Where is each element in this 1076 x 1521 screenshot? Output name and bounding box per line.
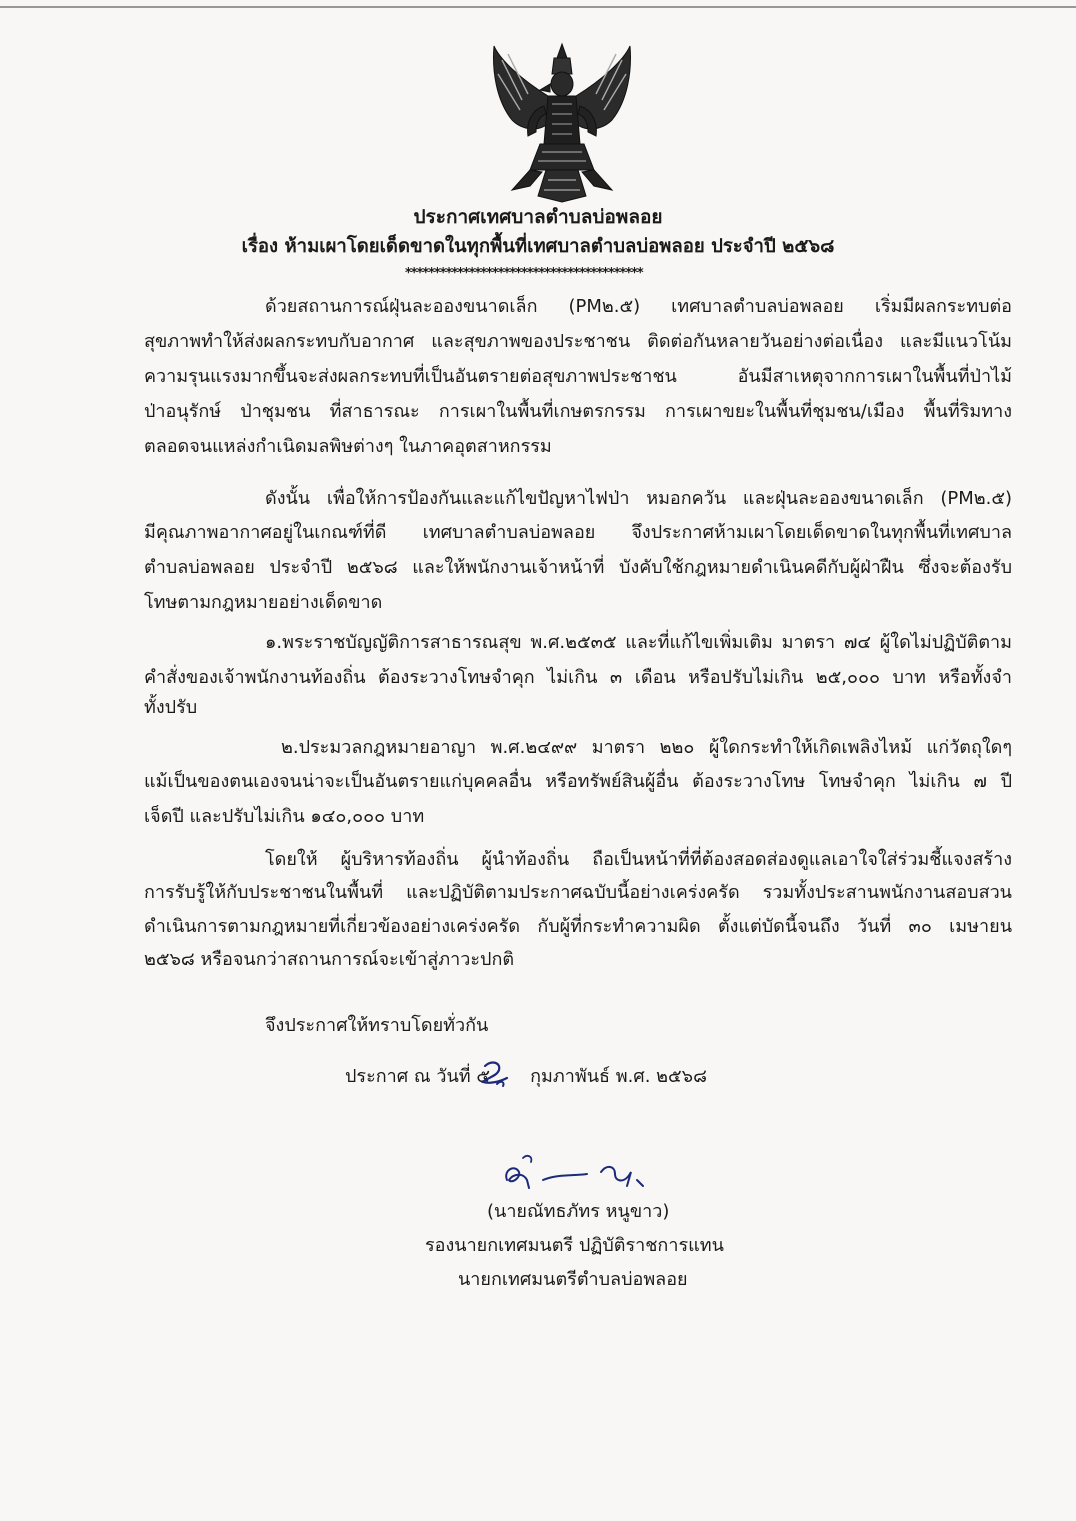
garuda-emblem-icon [482, 40, 642, 205]
paragraph-line [0, 586, 1076, 620]
line-text: ด้วยสถานการณ์ฝุ่นละอองขนาดเล็ก (PM๒.๕) เทศบาลตำบลบ่อพลอย เริ่มมีผลกระทบต่อ [265, 296, 1012, 317]
line-text: ดังนั้น เพื่อให้การป้องกันและแก้ไขปัญหาไฟป่า หมอกควัน และฝุ่นละอองขนาดเล็ก (PM๒.๕) [265, 488, 1012, 509]
line-text: โทษตามกฎหมายอย่างเด็ดขาด [144, 592, 383, 613]
line-text: ๑.พระราชบัญญัติการสาธารณสุข พ.ศ.๒๕๓๕ และที่แก้ไขเพิ่มเติม มาตรา ๗๔ ผู้ใดไม่ปฏิบัติตาม [265, 632, 1012, 653]
line-text: ทั้งปรับ [144, 697, 198, 718]
paragraph-line [0, 876, 1076, 910]
paragraph-line [0, 395, 1076, 429]
scan-edge-line [0, 6, 1076, 8]
paragraph-line [0, 325, 1076, 359]
paragraph-line [0, 626, 1076, 660]
line-text: มีคุณภาพอากาศอยู่ในเกณฑ์ที่ดี เทศบาลตำบลบ่อพลอย จึงประกาศห้ามเผาโดยเด็ดขาดในทุกพื้นที่เทศบาล [144, 522, 1012, 543]
paragraph-line [0, 843, 1076, 877]
announcement-date [345, 1061, 707, 1090]
paragraph-line [0, 360, 1076, 394]
date-suffix: กุมภาพันธ์ พ.ศ. ๒๕๖๘ [530, 1066, 707, 1087]
line-text: ความรุนแรงมากขึ้นจะส่งผลกระทบที่เป็นอันตรายต่อสุขภาพประชาชน อันมีสาเหตุจากการเผาในพื้นที่ป่าไม้ [144, 366, 1012, 387]
paragraph-line [0, 661, 1076, 695]
line-text: ป่าอนุรักษ์ ป่าชุมชน ที่สาธารณะ การเผาในพื้นที่เกษตรกรรม การเผาขยะในพื้นที่ชุมชน/เมือง พื้นที่ริมทาง [144, 401, 1012, 422]
announcement-title: ประกาศเทศบาลตำบลบ่อพลอย [413, 206, 663, 228]
line-text: คำสั่งของเจ้าพนักงานท้องถิ่น ต้องระวางโทษจำคุก ไม่เกิน ๓ เดือน หรือปรับไม่เกิน ๒๕,๐๐๐ บาท หรือทั้งจำ [144, 667, 1012, 688]
paragraph-line [0, 910, 1076, 944]
line-text: ๒๕๖๘ หรือจนกว่าสถานการณ์จะเข้าสู่ภาวะปกติ [144, 949, 515, 970]
line-text: จึงประกาศให้ทราบโดยทั่วกัน [265, 1015, 489, 1036]
handwritten-signature-icon [497, 1150, 657, 1200]
paragraph-line [0, 551, 1076, 585]
paragraph-line [0, 482, 1076, 516]
line-text: ตลอดจนแหล่งกำเนิดมลพิษต่างๆ ในภาคอุตสาหกรรม [144, 436, 552, 457]
paragraph-line [0, 765, 1076, 799]
line-text: เจ็ดปี และปรับไม่เกิน ๑๔๐,๐๐๐ บาท [144, 806, 425, 827]
paragraph-line [0, 290, 1076, 324]
paragraph-line [0, 731, 1076, 765]
handwritten-day: ๕ [476, 1066, 490, 1087]
paragraph-line [0, 691, 1076, 725]
signer-name: (นายณัทธภัทร หนูขาว) [487, 1201, 670, 1222]
signer-position: รองนายกเทศมนตรี ปฏิบัติราชการแทน [425, 1235, 724, 1256]
line-text: ดำเนินการตามกฎหมายที่เกี่ยวข้องอย่างเคร่งครัด กับผู้ที่กระทำความผิด ตั้งแต่บัดนี้จนถึง วันที่ ๓๐ เมษายน [144, 916, 1012, 937]
star-separator: ***************************************** [405, 266, 643, 281]
paragraph-line [0, 943, 1076, 977]
line-text: ตำบลบ่อพลอย ประจำปี ๒๕๖๘ และให้พนักงานเจ้าหน้าที่ บังคับใช้กฎหมายดำเนินคดีกับผู้ฝ่าฝืน ซึ่งจะต้องรับ [144, 557, 1012, 578]
paragraph-line [0, 516, 1076, 550]
handwritten-day-mark-icon [477, 1056, 513, 1092]
line-text: ๒.ประมวลกฎหมายอาญา พ.ศ.๒๔๙๙ มาตรา ๒๒๐ ผู้ใดกระทำให้เกิดเพลิงไหม้ แก่วัตถุใดๆ [281, 737, 1012, 758]
line-text: แม้เป็นของตนเองจนน่าจะเป็นอันตรายแก่บุคคลอื่น หรือทรัพย์สินผู้อื่น ต้องระวางโทษ โทษจำคุก ไม่เกิน ๗ ปี [144, 771, 1012, 792]
line-text: สุขภาพทำให้ส่งผลกระทบกับอากาศ และสุขภาพของประชาชน ติดต่อกันหลายวันอย่างต่อเนื่อง และมีแนวโน้ม [144, 331, 1012, 352]
date-prefix: ประกาศ ณ วันที่ [345, 1066, 471, 1087]
paragraph-line [0, 800, 1076, 834]
line-text: การรับรู้ให้กับประชาชนในพื้นที่ และปฏิบัติตามประกาศฉบับนี้อย่างเคร่งครัด รวมทั้งประสานพนักงานสอบสวน [144, 882, 1012, 903]
line-text: โดยให้ ผู้บริหารท้องถิ่น ผู้นำท้องถิ่น ถือเป็นหน้าที่ที่ต้องสอดส่องดูแลเอาใจใส่ร่วมชี้แจงสร้าง [265, 849, 1012, 870]
closing-line [0, 1009, 1076, 1043]
announcement-subject: เรื่อง ห้ามเผาโดยเด็ดขาดในทุกพื้นที่เทศบาลตำบลบ่อพลอย ประจำปี ๒๕๖๘ [241, 236, 835, 257]
signer-position-2: นายกเทศมนตรีตำบลบ่อพลอย [458, 1269, 688, 1290]
paragraph-line [0, 430, 1076, 464]
